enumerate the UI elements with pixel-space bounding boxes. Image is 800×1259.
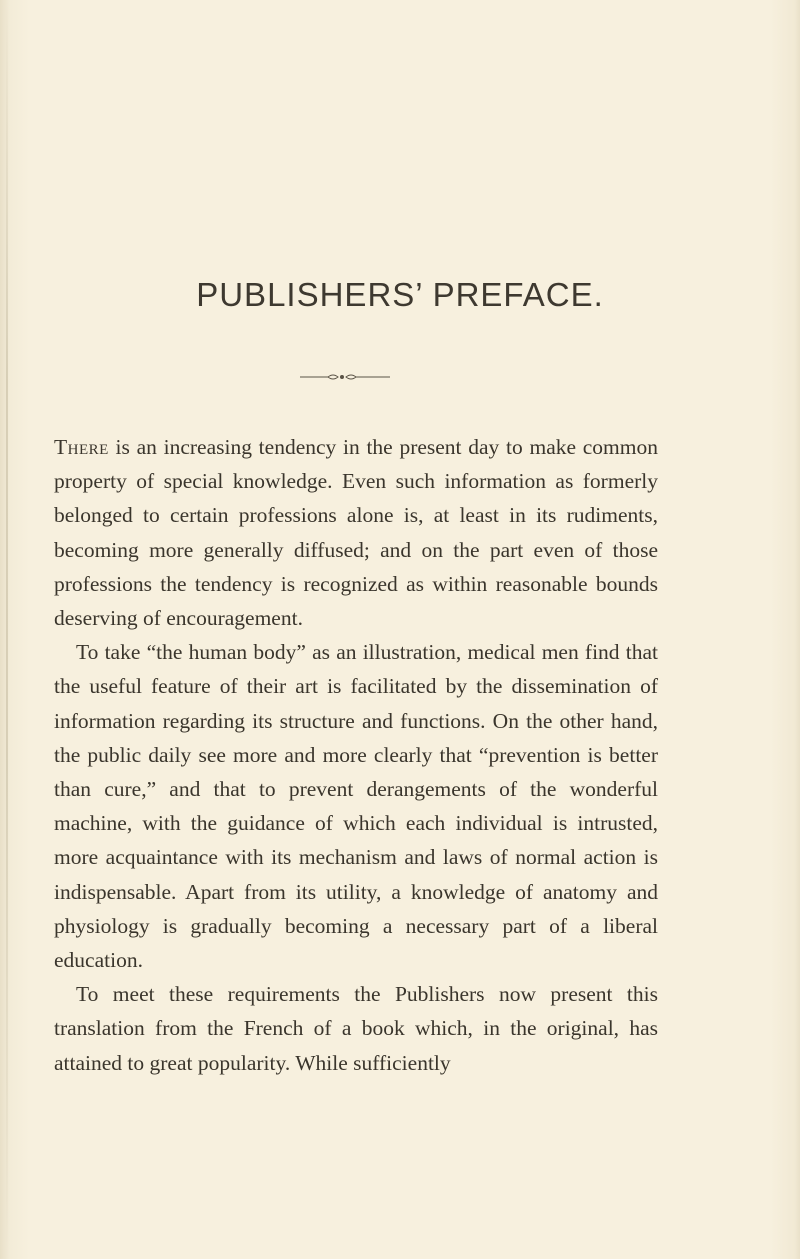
page-gutter-shadow bbox=[6, 0, 8, 1259]
preface-body bbox=[54, 430, 658, 1080]
paragraph-2: To take “the human body” as an illustration, medical men find that the useful feature of their art is facilitated by the dissemination of information regarding its structure and functions. On the other hand, the public daily see more and more clearly that “prevention is better than cure,” and that to prevent derangements of the wonderful machine, with the guidance of which each individual is intrusted, more acquaintance with its mechanism and laws of normal action is indispensable. Apart from its utility, a knowledge of anatomy and physiology is gradually becoming a necessary part of a liberal education. bbox=[54, 640, 658, 973]
paragraph-lead-word: There bbox=[54, 435, 109, 459]
paragraph-1-text: is an increasing tendency in the present day to make common property of special knowledge. Even such information as formerly belonged to certain professions alone is, at least in its rudiments, becoming more generally diffused; and on the part even of those professions the tendency is recognized as within reasonable bounds deserving of encouragement. bbox=[54, 435, 658, 631]
page-title: PUBLISHERS’ PREFACE. bbox=[196, 276, 604, 313]
paragraph-3: To meet these requirements the Publishers now present this translation from the French of a book which, in the original, has attained to great popularity. While sufficiently bbox=[54, 982, 658, 1075]
divider-ornament-icon bbox=[300, 372, 390, 382]
paragraph-1 bbox=[54, 430, 658, 635]
